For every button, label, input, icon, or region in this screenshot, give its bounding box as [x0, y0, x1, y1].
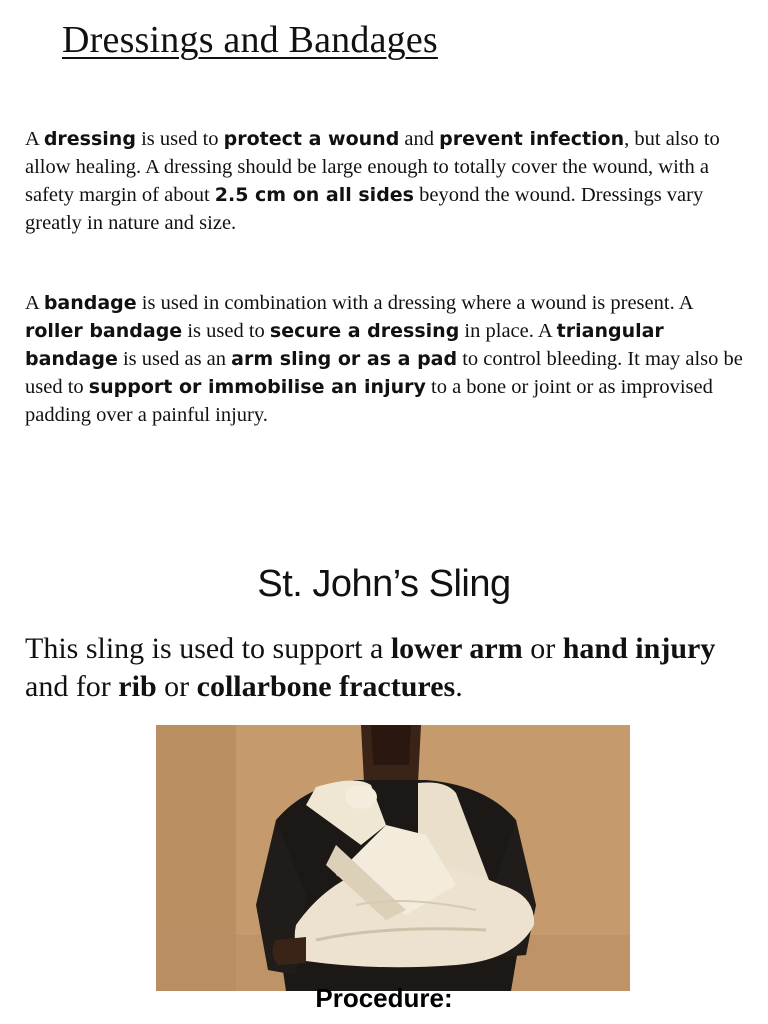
- person-wearing-sling-image: [156, 725, 630, 991]
- bold-phrase: roller bandage: [25, 320, 183, 342]
- bold-phrase: arm sling or as a pad: [231, 348, 458, 370]
- bold-phrase: collarbone fractures: [196, 670, 456, 703]
- bold-phrase: hand injury: [562, 632, 716, 665]
- text-run: This sling is used to support a: [25, 632, 391, 665]
- bold-phrase: support or immobilise an injury: [88, 376, 426, 398]
- text-run: .: [455, 670, 463, 703]
- text-run: or: [522, 632, 563, 665]
- procedure-heading: Procedure:: [315, 983, 453, 1013]
- bold-phrase: dressing: [43, 128, 136, 150]
- sling-description: [25, 630, 755, 706]
- text-run: is used in combination with a dressing where a wound is present. A: [136, 292, 693, 314]
- bold-phrase: lower arm: [390, 632, 523, 665]
- bold-phrase: triangular bandage: [25, 320, 664, 370]
- bold-phrase: bandage: [43, 292, 137, 314]
- text-run: , but also to allow healing. A dressing should be large enough to totally cover the wound, with a safety margin of about: [25, 128, 720, 206]
- sling-photo: [156, 725, 630, 991]
- dressing-paragraph: [25, 125, 745, 237]
- text-run: is used as an: [117, 348, 232, 370]
- text-run: and for: [25, 670, 119, 703]
- text-run: or: [156, 670, 197, 703]
- bold-phrase: 2.5 cm on all sides: [214, 184, 414, 206]
- sling-heading: St. John’s Sling: [257, 563, 511, 605]
- text-run: to a bone or joint or as improvised padding over a painful injury.: [25, 376, 713, 426]
- text-run: A: [25, 128, 44, 150]
- text-run: beyond the wound. Dressings vary greatly in nature and size.: [25, 184, 704, 234]
- text-run: is used to: [182, 320, 270, 342]
- bold-phrase: rib: [118, 670, 157, 703]
- text-run: to control bleeding. It may also be used to: [25, 348, 743, 398]
- text-run: is used to: [135, 128, 224, 150]
- text-run: in place. A: [459, 320, 557, 342]
- text-run: A: [25, 292, 44, 314]
- bold-phrase: prevent infection: [439, 128, 625, 150]
- bold-phrase: protect a wound: [223, 128, 400, 150]
- text-run: and: [399, 128, 440, 150]
- bandage-paragraph: [25, 289, 745, 429]
- bold-phrase: secure a dressing: [269, 320, 460, 342]
- page-title: Dressings and Bandages: [62, 19, 438, 61]
